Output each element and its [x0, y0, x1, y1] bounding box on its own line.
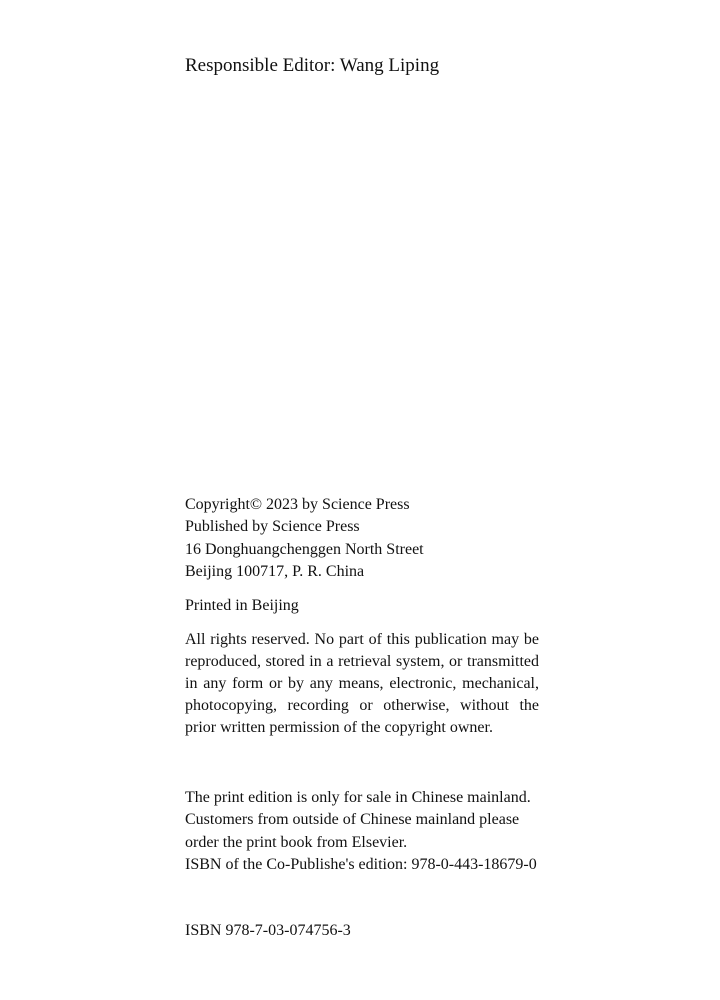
copyright-block — [185, 494, 541, 583]
sale-notice-line: order the print book from Elsevier. — [185, 833, 408, 851]
copyright-line: Copyright© 2023 by Science Press — [185, 496, 410, 513]
copublisher-isbn: ISBN of the Co-Publishe's edition: 978-0-443-18679-0 — [185, 856, 537, 873]
printed-in: Printed in Beijing — [185, 597, 299, 614]
isbn: ISBN 978-7-03-074756-3 — [185, 922, 351, 939]
sale-notice — [185, 787, 543, 854]
sale-notice-line: The print edition is only for sale in Chinese mainland. — [185, 789, 531, 806]
address-city-line: Beijing 100717, P. R. China — [185, 562, 365, 580]
publisher-line: Published by Science Press — [185, 518, 360, 536]
rights-statement: All rights reserved. No part of this publication may be reproduced, stored in a retrieval system, or transmitted in any form or by any means, electronic, mechanical, photocopying, recording or otherwise, without the prior written permission of the copyright owner. — [185, 631, 539, 737]
sale-notice-line: Customers from outside of Chinese mainland please — [185, 811, 520, 829]
responsible-editor: Responsible Editor: Wang Liping — [185, 55, 440, 76]
address-street-line: 16 Donghuangchenggen North Street — [185, 540, 424, 558]
